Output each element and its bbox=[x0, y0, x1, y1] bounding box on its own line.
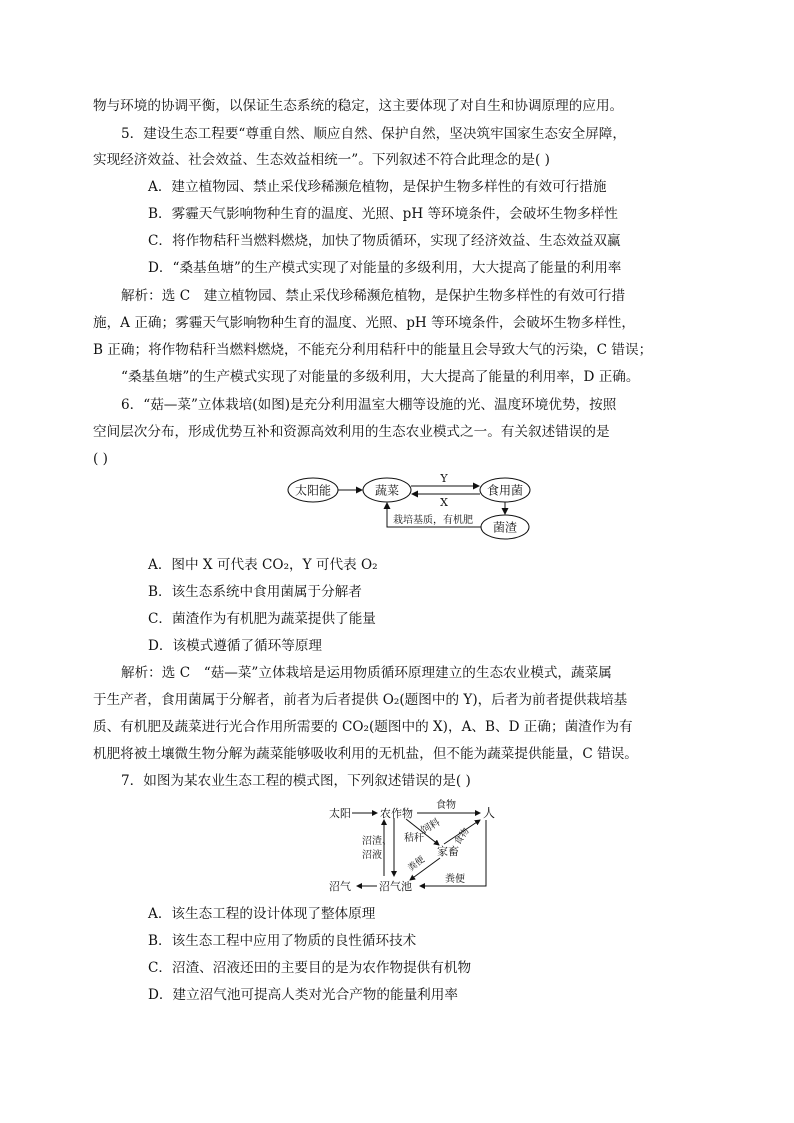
residue-liquid-label-2: 沼液 bbox=[362, 850, 382, 861]
question-6-option-a: A．图中 X 可代表 CO₂，Y 可代表 O₂ bbox=[148, 557, 378, 573]
question-7-option-c: C．沼渣、沼液还田的主要目的是为农作物提供有机物 bbox=[148, 960, 472, 976]
question-5-explanation-line-4: “桑基鱼塘”的生产模式实现了对能量的多级利用，大大提高了能量的利用率，D 正确。 bbox=[121, 369, 640, 385]
question-6-explanation-line-2: 于生产者，食用菌属于分解者，前者为后者提供 O₂(题图中的 Y)，后者为前者提供栽培基 bbox=[93, 692, 628, 708]
feces-label-1: 粪便 bbox=[406, 854, 427, 874]
question-5-option-b: B．雾霾天气影响物种生育的温度、光照、pH 等环境条件，会破坏生物多样性 bbox=[148, 206, 618, 222]
question-6-stem-line-1: 6．“菇—菜”立体栽培(如图)是充分利用温室大棚等设施的光、温度环境优势，按照 bbox=[121, 397, 617, 413]
question-5-explanation-line-3: B 正确；将作物秸秆当燃料燃烧，不能充分利用秸秆中的能量且会导致大气的污染，C 错误； bbox=[93, 342, 653, 358]
paragraph-continuation: 物与环境的协调平衡，以保证生态系统的稳定，这主要体现了对自生和协调原理的应用。 bbox=[93, 98, 624, 114]
sun-label: 太阳 bbox=[329, 807, 351, 820]
question-5-option-a: A．建立植物园、禁止采伐珍稀濒危植物，是保护生物多样性的有效可行措施 bbox=[148, 179, 607, 195]
question-5-explanation-line-1: 解析：选 C 建立植物园、禁止采伐珍稀濒危植物，是保护生物多样性的有效可行措 bbox=[121, 288, 626, 304]
question-6-stem-line-3: ( ) bbox=[93, 451, 108, 467]
question-5-stem-line-1: 5．建设生态工程要“尊重自然、顺应自然、保护自然，坚决筑牢国家生态安全屏障， bbox=[121, 126, 626, 142]
substrate-fertilizer-label: 栽培基质，有机肥 bbox=[393, 515, 473, 526]
fungus-residue-label: 菌渣 bbox=[492, 520, 518, 535]
question-7-option-a: A．该生态工程的设计体现了整体原理 bbox=[148, 906, 376, 922]
figure-agricultural-ecology-diagram bbox=[322, 796, 502, 896]
question-6-explanation-line-1: 解析：选 C “菇—菜”立体栽培是运用物质循环原理建立的生态农业模式，蔬菜属 bbox=[121, 665, 612, 681]
question-7-option-d: D．建立沼气池可提高人类对光合产物的能量利用率 bbox=[148, 987, 458, 1003]
question-7-option-b: B．该生态工程中应用了物质的良性循环技术 bbox=[148, 933, 417, 949]
question-6-explanation-line-3: 质、有机肥及蔬菜进行光合作用所需要的 CO₂(题图中的 X)，A、B、D 正确；菌渣作为有 bbox=[93, 719, 633, 735]
food-label: 食物 bbox=[436, 800, 456, 811]
food-label-2: 食物 bbox=[453, 826, 472, 848]
question-5-option-c: C．将作物秸秆当燃料燃烧，加快了物质循环，实现了经济效益、生态效益双赢 bbox=[148, 233, 621, 249]
question-6-option-c: C．菌渣作为有机肥为蔬菜提供了能量 bbox=[148, 611, 376, 627]
straw-label: 秸秆 bbox=[404, 833, 424, 844]
x-label: X bbox=[440, 496, 448, 509]
sun-energy-label: 太阳能 bbox=[294, 483, 332, 498]
question-6-explanation-line-4: 机肥将被土壤微生物分解为蔬菜能够吸收利用的无机盐，但不能为蔬菜提供能量，C 错误。 bbox=[93, 746, 638, 762]
digester-label: 沼气池 bbox=[379, 880, 412, 893]
biogas-label: 沼气 bbox=[329, 880, 351, 893]
residue-liquid-label-1: 沼渣、 bbox=[362, 836, 392, 847]
question-7-stem: 7．如图为某农业生态工程的模式图，下列叙述错误的是( ) bbox=[121, 773, 471, 789]
human-label: 人 bbox=[483, 806, 496, 820]
y-label: Y bbox=[440, 472, 448, 485]
feed-label: 饲料 bbox=[419, 817, 443, 837]
question-6-option-b: B．该生态系统中食用菌属于分解者 bbox=[148, 584, 362, 600]
question-5-stem-line-2: 实现经济效益、社会效益、生态效益相统一”。下列叙述不符合此理念的是( ) bbox=[93, 152, 550, 168]
livestock-label: 家畜 bbox=[437, 845, 459, 858]
question-6-option-d: D．该模式遵循了循环等原理 bbox=[148, 638, 323, 654]
feces-label-2: 粪便 bbox=[445, 874, 465, 885]
question-6-stem-line-2: 空间层次分布，形成优势互补和资源高效利用的生态农业模式之一。有关叙述错误的是 bbox=[93, 424, 610, 440]
vegetable-label: 蔬菜 bbox=[374, 483, 400, 498]
crops-label: 农作物 bbox=[380, 807, 413, 820]
edible-fungus-label: 食用菌 bbox=[486, 483, 524, 498]
question-5-explanation-line-2: 施，A 正确；雾霾天气影响物种生育的温度、光照、pH 等环境条件，会破坏生物多样性， bbox=[93, 315, 635, 331]
question-5-option-d: D．“桑基鱼塘”的生产模式实现了对能量的多级利用，大大提高了能量的利用率 bbox=[148, 260, 622, 276]
figure-mushroom-vegetable-diagram bbox=[286, 470, 536, 542]
